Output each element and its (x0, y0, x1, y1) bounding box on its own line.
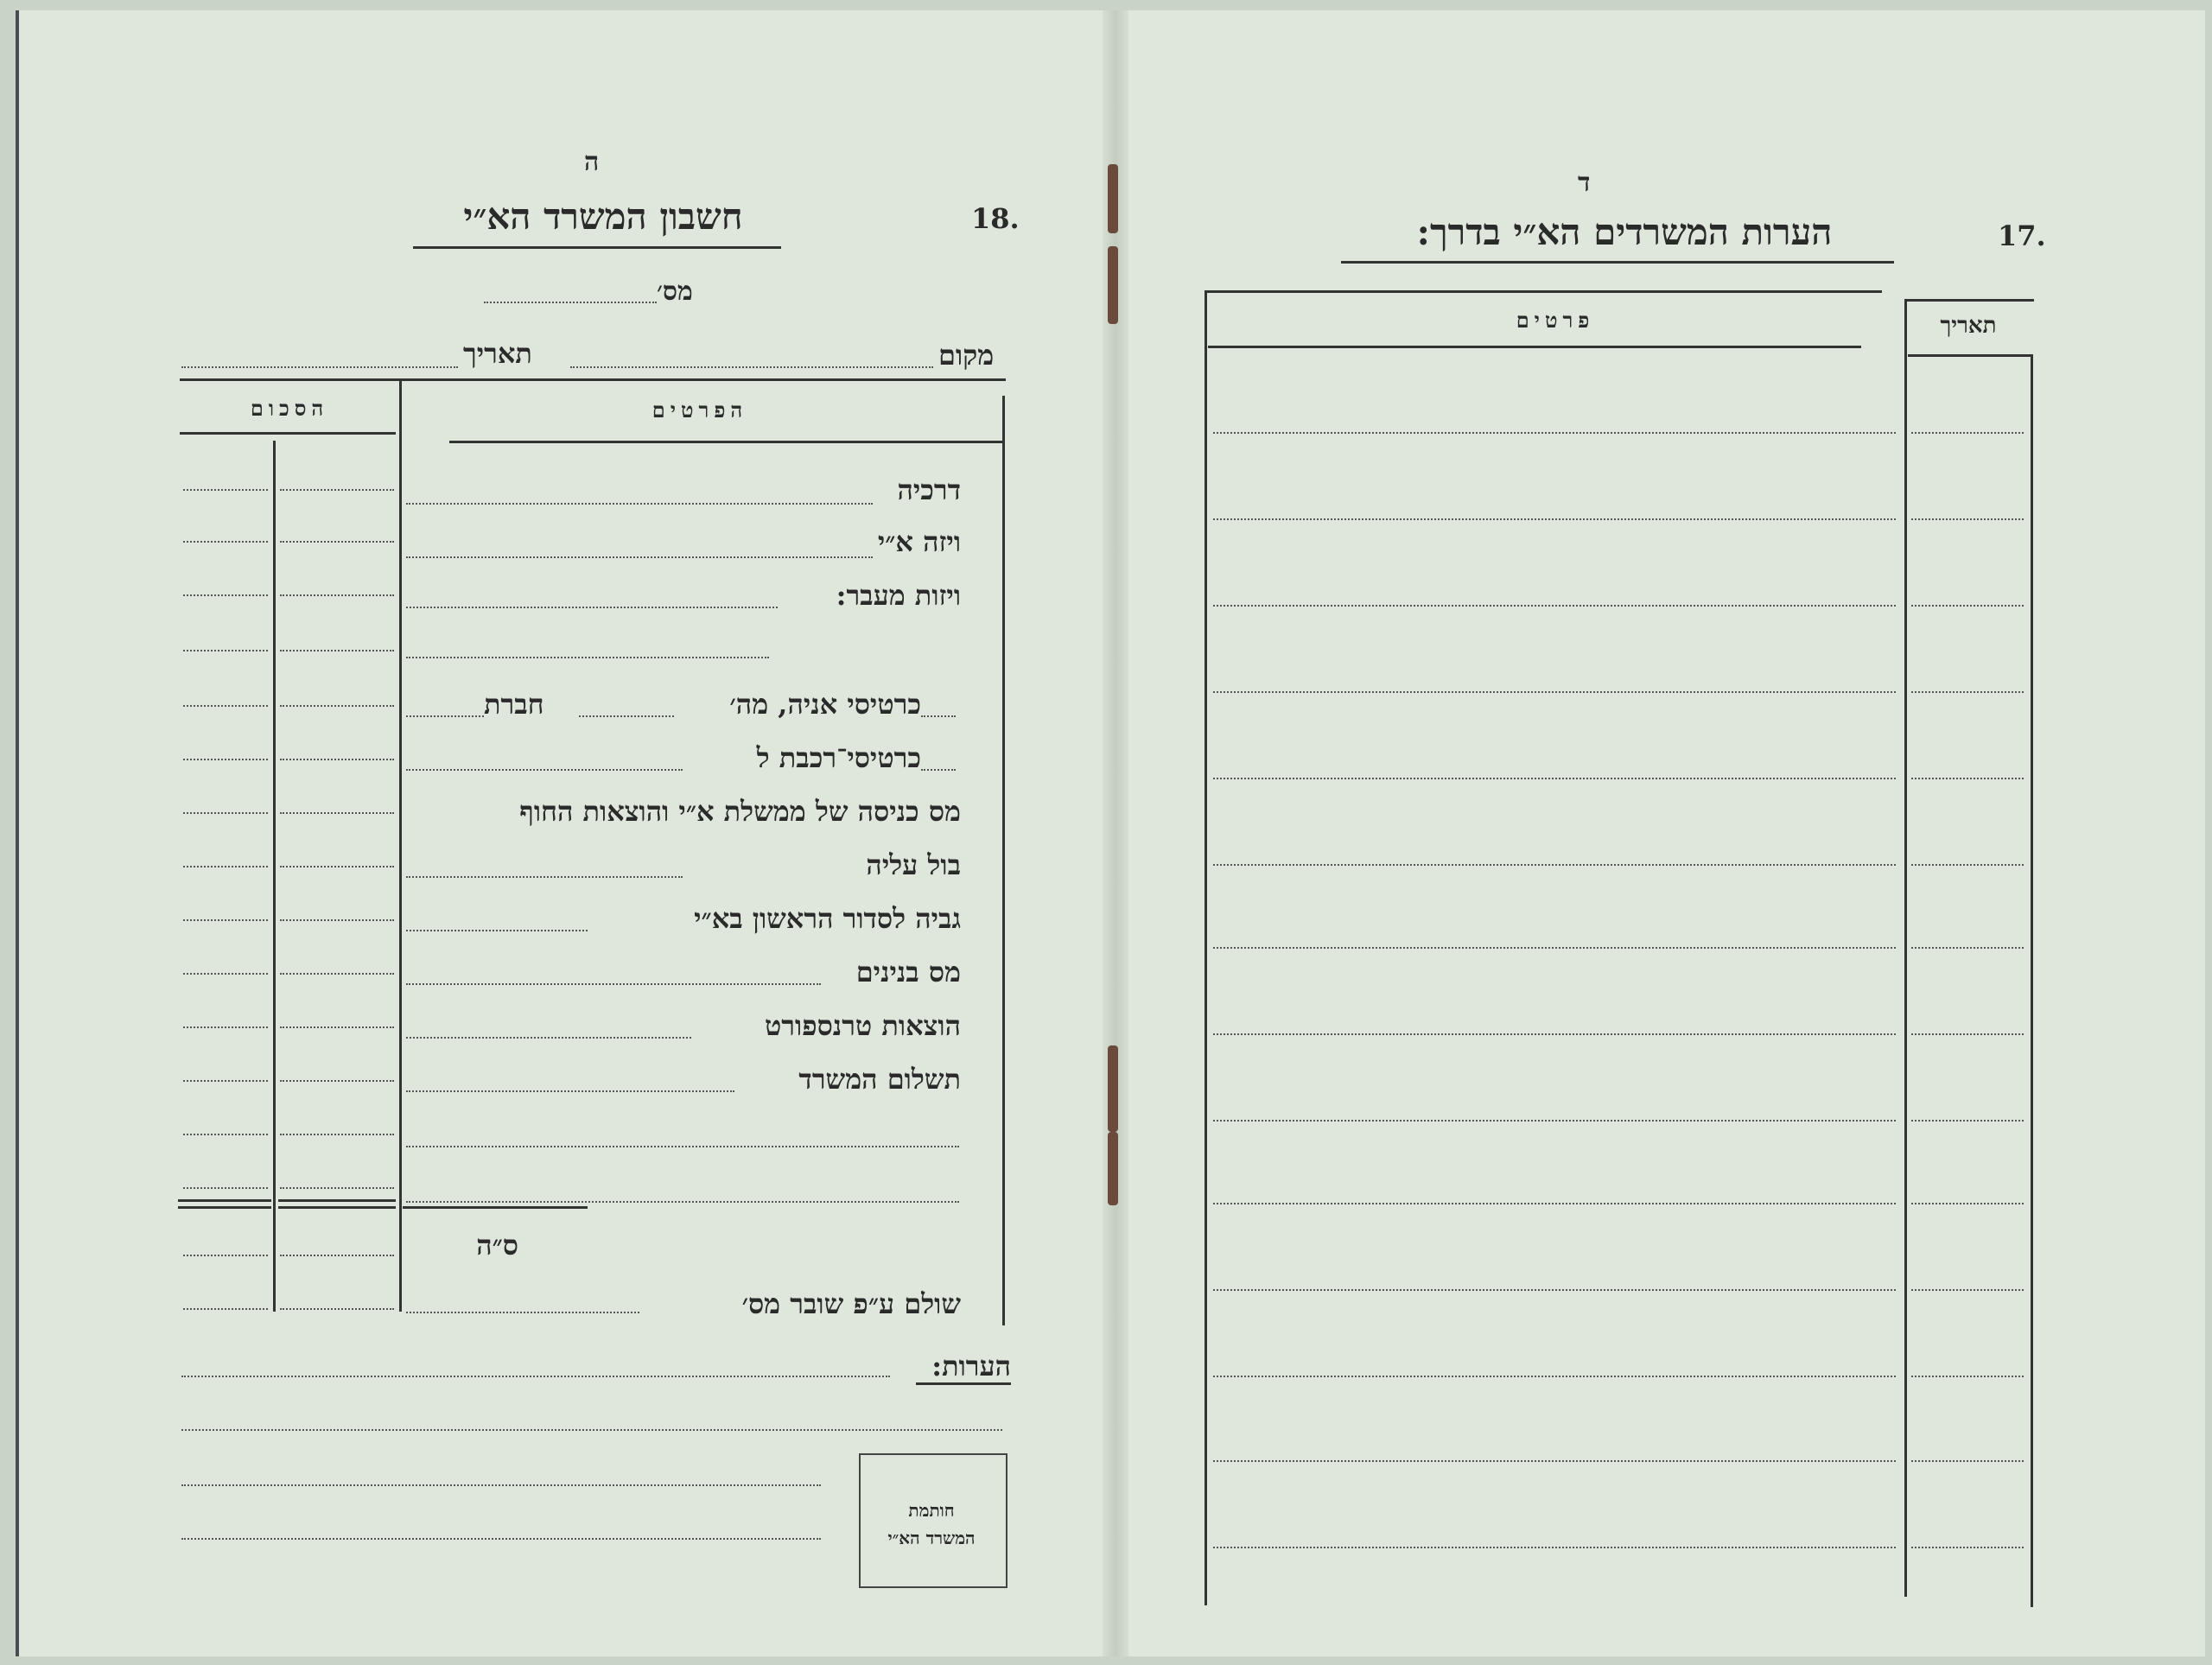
row-line-2 (406, 556, 873, 558)
amount-line (280, 812, 394, 814)
right-row-line (1213, 1203, 1896, 1204)
row-train-tickets: כרטיסי־רכבת ל (756, 741, 921, 774)
amount-line (183, 919, 268, 921)
table-col-divider (399, 380, 402, 1312)
right-date-line (1911, 518, 2024, 520)
row-visa: ויזה א״י (877, 525, 961, 558)
amount-line (183, 812, 268, 814)
table-right-border (1002, 396, 1005, 1325)
amount-line (280, 1187, 394, 1189)
right-header-rule (1208, 346, 1861, 348)
right-row-line (1213, 1033, 1896, 1035)
right-page (1115, 10, 2205, 1656)
total-label: ס״ה (476, 1229, 518, 1261)
row-office-payment: תשלום המשרד (798, 1063, 961, 1096)
right-date-line (1911, 1289, 2024, 1291)
right-date-line (1911, 1203, 2024, 1204)
right-date-line (1911, 1547, 2024, 1548)
amount-line (183, 759, 268, 760)
extra-line-2 (406, 1201, 959, 1203)
right-section-number: 17. (1998, 219, 2046, 252)
place-line (570, 366, 933, 368)
right-row-line (1213, 947, 1896, 949)
right-row-line (1213, 1289, 1896, 1291)
right-date-line (1911, 947, 2024, 949)
right-page-title: הערות המשרדים הא״י בדרך: (1416, 211, 1833, 253)
remarks-line-2 (181, 1429, 1002, 1431)
right-row-line (1213, 432, 1896, 434)
train-line (406, 769, 683, 771)
right-table-divider (1904, 301, 1907, 1597)
right-date-line (1911, 778, 2024, 779)
total-rule (178, 1206, 271, 1209)
right-date-line (1911, 1376, 2024, 1377)
right-col-date: תאריך (1940, 313, 1997, 339)
right-col-details: פרטים (1516, 308, 1595, 333)
right-table-top (1205, 290, 1882, 293)
amount-line (183, 1134, 268, 1135)
right-row-line (1213, 1120, 1896, 1122)
amount-header-rule (180, 432, 396, 435)
transport-line (406, 1037, 691, 1039)
amount-line (183, 866, 268, 867)
total-amount-line (183, 1255, 268, 1256)
staple-bottom-1 (1108, 1045, 1118, 1132)
row-line-1 (406, 503, 873, 505)
amount-line (280, 650, 394, 651)
amount-line (183, 1026, 268, 1028)
right-date-top (1904, 299, 2034, 302)
amount-line (183, 489, 268, 491)
right-row-line (1213, 1376, 1896, 1377)
right-row-line (1213, 1460, 1896, 1462)
ship-line-mid (579, 715, 674, 717)
total-rule (278, 1206, 396, 1209)
table-amount-divider (273, 441, 276, 1312)
amount-line (183, 650, 268, 651)
staple-top-2 (1108, 246, 1118, 324)
table-top-border (180, 378, 1006, 381)
remarks-underline (916, 1382, 1011, 1385)
total-amount-line (280, 1255, 394, 1256)
remarks-line-1 (181, 1376, 890, 1377)
row-entry-tax: מס כניסה של ממשלת א״י והוצאות החוף (519, 795, 961, 828)
left-section-number: 18. (971, 202, 1020, 235)
row-building-tax: מס בנינים (855, 956, 961, 988)
receipt-amount-line (280, 1308, 394, 1310)
row-line-4 (406, 657, 769, 658)
total-rule (278, 1199, 396, 1202)
amount-line (183, 541, 268, 543)
row-transport: הוצאות טרנספורט (764, 1009, 961, 1042)
date-line (181, 366, 458, 368)
amount-line (280, 866, 394, 867)
company-label: חברת (484, 688, 544, 721)
amount-line (183, 1080, 268, 1082)
amount-line (280, 973, 394, 975)
right-page-letter: ד (1578, 168, 1591, 198)
right-row-line (1213, 518, 1896, 520)
left-page-title: חשבון המשרד הא״י (463, 195, 743, 238)
receipt-amount-line (183, 1308, 268, 1310)
title-underline (413, 246, 781, 249)
stamp-text-1: חותמת (908, 1500, 955, 1521)
right-row-line (1213, 778, 1896, 779)
col-amount-header: הסכום (250, 396, 329, 421)
staple-top-1 (1108, 164, 1118, 233)
payment-line (406, 1090, 734, 1092)
train-line-start (921, 769, 956, 771)
number-label: מס׳ (657, 276, 693, 307)
amount-line (280, 759, 394, 760)
building-line (406, 983, 821, 985)
right-title-underline (1341, 261, 1894, 264)
amount-line (280, 541, 394, 543)
right-date-line (1911, 432, 2024, 434)
amount-line (183, 705, 268, 707)
aliya-line (406, 876, 683, 878)
right-row-line (1213, 691, 1896, 693)
amount-line (280, 705, 394, 707)
row-first-arrangement: גביה לסדור הראשון בא״י (694, 902, 961, 935)
right-row-line (1213, 1547, 1896, 1548)
remarks-label: הערות: (931, 1350, 1011, 1382)
amount-line (280, 489, 394, 491)
right-date-line (1911, 1120, 2024, 1122)
amount-line (183, 973, 268, 975)
right-date-line (1911, 691, 2024, 693)
arrangement-line (406, 930, 588, 931)
row-darkia: דרכיה (897, 473, 961, 506)
amount-line (183, 594, 268, 596)
company-line (406, 715, 484, 717)
right-table-left-border (1205, 292, 1207, 1605)
right-table-right-border (2031, 354, 2033, 1607)
row-transit-visas: ויזות מעבר: (836, 579, 961, 612)
right-row-line (1213, 605, 1896, 607)
total-rule (403, 1206, 588, 1209)
amount-line (280, 919, 394, 921)
remarks-line-4 (181, 1538, 821, 1540)
extra-line-1 (406, 1146, 959, 1147)
right-date-line (1911, 1033, 2024, 1035)
number-line (484, 302, 657, 303)
right-date-line (1911, 605, 2024, 607)
right-row-line (1213, 864, 1896, 866)
total-rule (178, 1199, 271, 1202)
amount-line (280, 594, 394, 596)
staple-bottom-2 (1108, 1132, 1118, 1205)
row-line-3 (406, 607, 778, 608)
remarks-line-3 (181, 1484, 821, 1486)
paid-by-receipt-label: שולם ע״פ שובר מס׳ (741, 1287, 961, 1320)
right-date-header-rule (1908, 354, 2031, 357)
right-date-line (1911, 1460, 2024, 1462)
left-page (16, 10, 1118, 1656)
row-aliya-stamp: בול עליה (866, 848, 961, 881)
amount-line (280, 1026, 394, 1028)
row-ship-tickets: כרטיסי אניה, מה׳ (729, 688, 921, 721)
amount-line (280, 1080, 394, 1082)
col-details-header: הפרטים (652, 397, 748, 423)
stamp-text-2: המשרד הא״י (887, 1528, 976, 1548)
place-label: מקום (938, 339, 995, 372)
amount-line (183, 1187, 268, 1189)
details-header-rule (449, 441, 1002, 443)
amount-line (280, 1134, 394, 1135)
receipt-line (406, 1312, 639, 1313)
ship-line-start (921, 715, 956, 717)
date-label: תאריך (463, 337, 532, 370)
right-date-line (1911, 864, 2024, 866)
left-page-letter: ה (584, 147, 600, 177)
